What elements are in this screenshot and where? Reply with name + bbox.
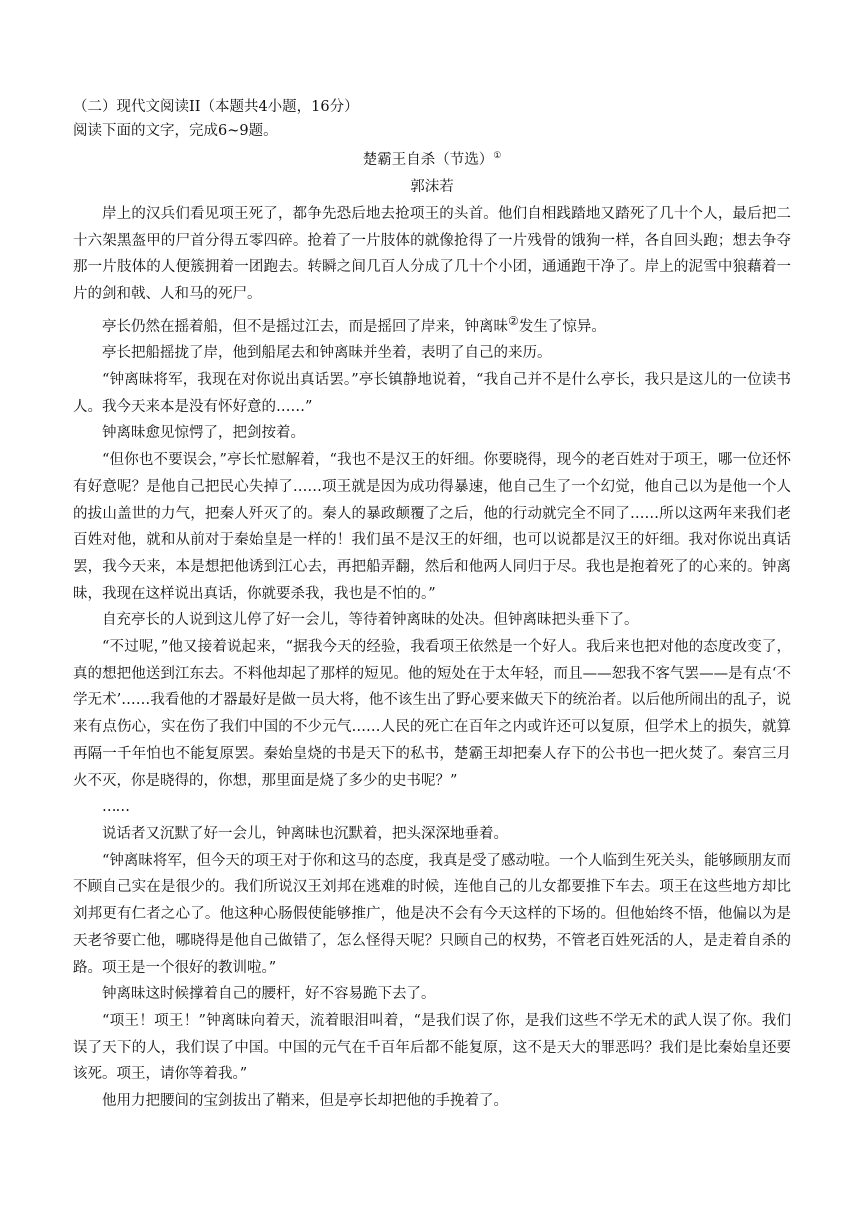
paragraph-3: 亭长把船摇拢了岸，他到船尾去和钟离昧并坐着，表明了自己的来历。 <box>102 345 552 362</box>
paragraph-12: “项王！项王！”钟离昧向着天，流着眼泪叫着，“是我们误了你，是我们这些不学无术的武人误了你。我们误了天下的人，我们误了中国。中国的元气在千百年后都不能复原，这不是天大的罪恶吗？我们是比秦始皇还要该死。项王，请你等着我。” <box>73 1012 791 1083</box>
paragraph-8: “不过呢，”他又接着说起来，“据我今天的经验，我看项王依然是一个好人。我后来也把对他的态度改变了，真的想把他送到江东去。不料他却起了那样的短见。他的短处在于太年轻，而且——恕我不客气罢——是有点‘不学无术’……我看他的才器最好是做一员大将，他不该生出了野心要来做天下的统治者。以后他所闹出的乱子，说来有点伤心，实在伤了我们中国的不少元气……人民的死亡在百年之内或许还可以复原，但学术上的损失，就算再隔一千年怕也不能复原罢。秦始皇烧的书是天下的私书，楚霸王却把秦人存下的公书也一把火焚了。秦宫三月火不灭，你是晓得的，你想，那里面是烧了多少的史书呢？” <box>73 639 791 789</box>
paragraph-7: 自充亭长的人说到这儿停了好一会儿，等待着钟离昧的处决。但钟离昧把头垂下了。 <box>102 612 639 629</box>
paragraph-1: 岸上的汉兵们看见项王死了，都争先恐后地去抢项王的头首。他们自相践踏地又踏死了几十个人，最后把二十六架黑盔甲的尸首分得五零四碎。抢着了一片肢体的就像抢得了一片残骨的饿狗一样，各自回头跑；想去争夺那一片肢体的人便簇拥着一团跑去。转瞬之间几百人分成了几十个小团，通通跑干净了。岸上的泥雪中狼藉着一片的剑和戟、人和马的死尸。 <box>73 206 791 303</box>
paragraph-2-tail: 发生了惊异。 <box>518 318 606 335</box>
paragraph-4: “钟离昧将军，我现在对你说出真话罢。”亭长镇静地说着，“我自己并不是什么亭长，我只是这儿的一位读书人。我今天来本是没有怀好意的……” <box>73 372 791 415</box>
paragraph-2 <box>73 308 791 341</box>
paragraph-11: 钟离昧这时候撑着自己的腰杆，好不容易跪下去了。 <box>102 986 436 1003</box>
paragraph-6: “但你也不要误会，”亭长忙慰解着，“我也不是汉王的奸细。你要晓得，现今的老百姓对于项王，哪一位还怀有好意呢？是他自己把民心失掉了……项王就是因为成功得暴速，他自己生了一个幻觉，他自己以为是他一个人的拔山盖世的力气，把秦人歼灭了的。秦人的暴政颠覆了之后，他的行动就完全不同了……所以这两年来我们老百姓对他，就和从前对于秦始皇是一样的！我们虽不是汉王的奸细，也可以说都是汉王的奸细。我对你说出真话罢，我今天来，本是想把他诱到江心去，再把船弄翻，然后和他两人同归于尽。我也是抱着死了的心来的。钟离昧，我现在这样说出真话，你就要杀我，我也是不怕的。” <box>73 452 791 602</box>
paragraph-2-text: 亭长仍然在摇着船，但不是摇过江去，而是摇回了岸来，钟离昧 <box>102 318 508 335</box>
reading-instruction: 阅读下面的文字，完成6~9题。 <box>73 123 278 139</box>
document-page <box>73 95 791 1115</box>
title-footnote-marker: ① <box>493 151 502 162</box>
footnote-marker-2: ② <box>508 313 519 328</box>
paragraph-5: 钟离昧愈见惊愕了，把剑按着。 <box>102 425 305 442</box>
section-heading: （二）现代文阅读II（本题共4小题，16分） <box>73 99 359 115</box>
article-author: 郭沫若 <box>410 179 454 195</box>
paragraph-13: 他用力把腰间的宝剑拔出了鞘来，但是亭长却把他的手挽着了。 <box>102 1093 508 1110</box>
omission-ellipsis: …… <box>102 799 129 816</box>
article-title <box>73 147 791 174</box>
paragraph-10: “钟离昧将军，但今天的项王对于你和这马的态度，我真是受了感动啦。一个人临到生死关头，能够顾朋友而不顾自己实在是很少的。我们所说汉王刘邦在逃难的时候，连他自己的儿女都要推下车去。项王在这些地方却比刘邦更有仁者之心了。他这种心肠假使能够推广，他是决不会有今天这样的下场的。但他始终不悟，他偏以为是天老爷要亡他，哪晓得是他自己做错了，怎么怪得天呢？只顾自己的权势，不管老百姓死活的人，是走着自杀的路。项王是一个很好的教训啦。” <box>73 852 791 976</box>
article-title-text: 楚霸王自杀（节选） <box>362 152 494 168</box>
paragraph-9: 说话者又沉默了好一会儿，钟离昧也沉默着，把头深深地垂着。 <box>102 826 508 842</box>
